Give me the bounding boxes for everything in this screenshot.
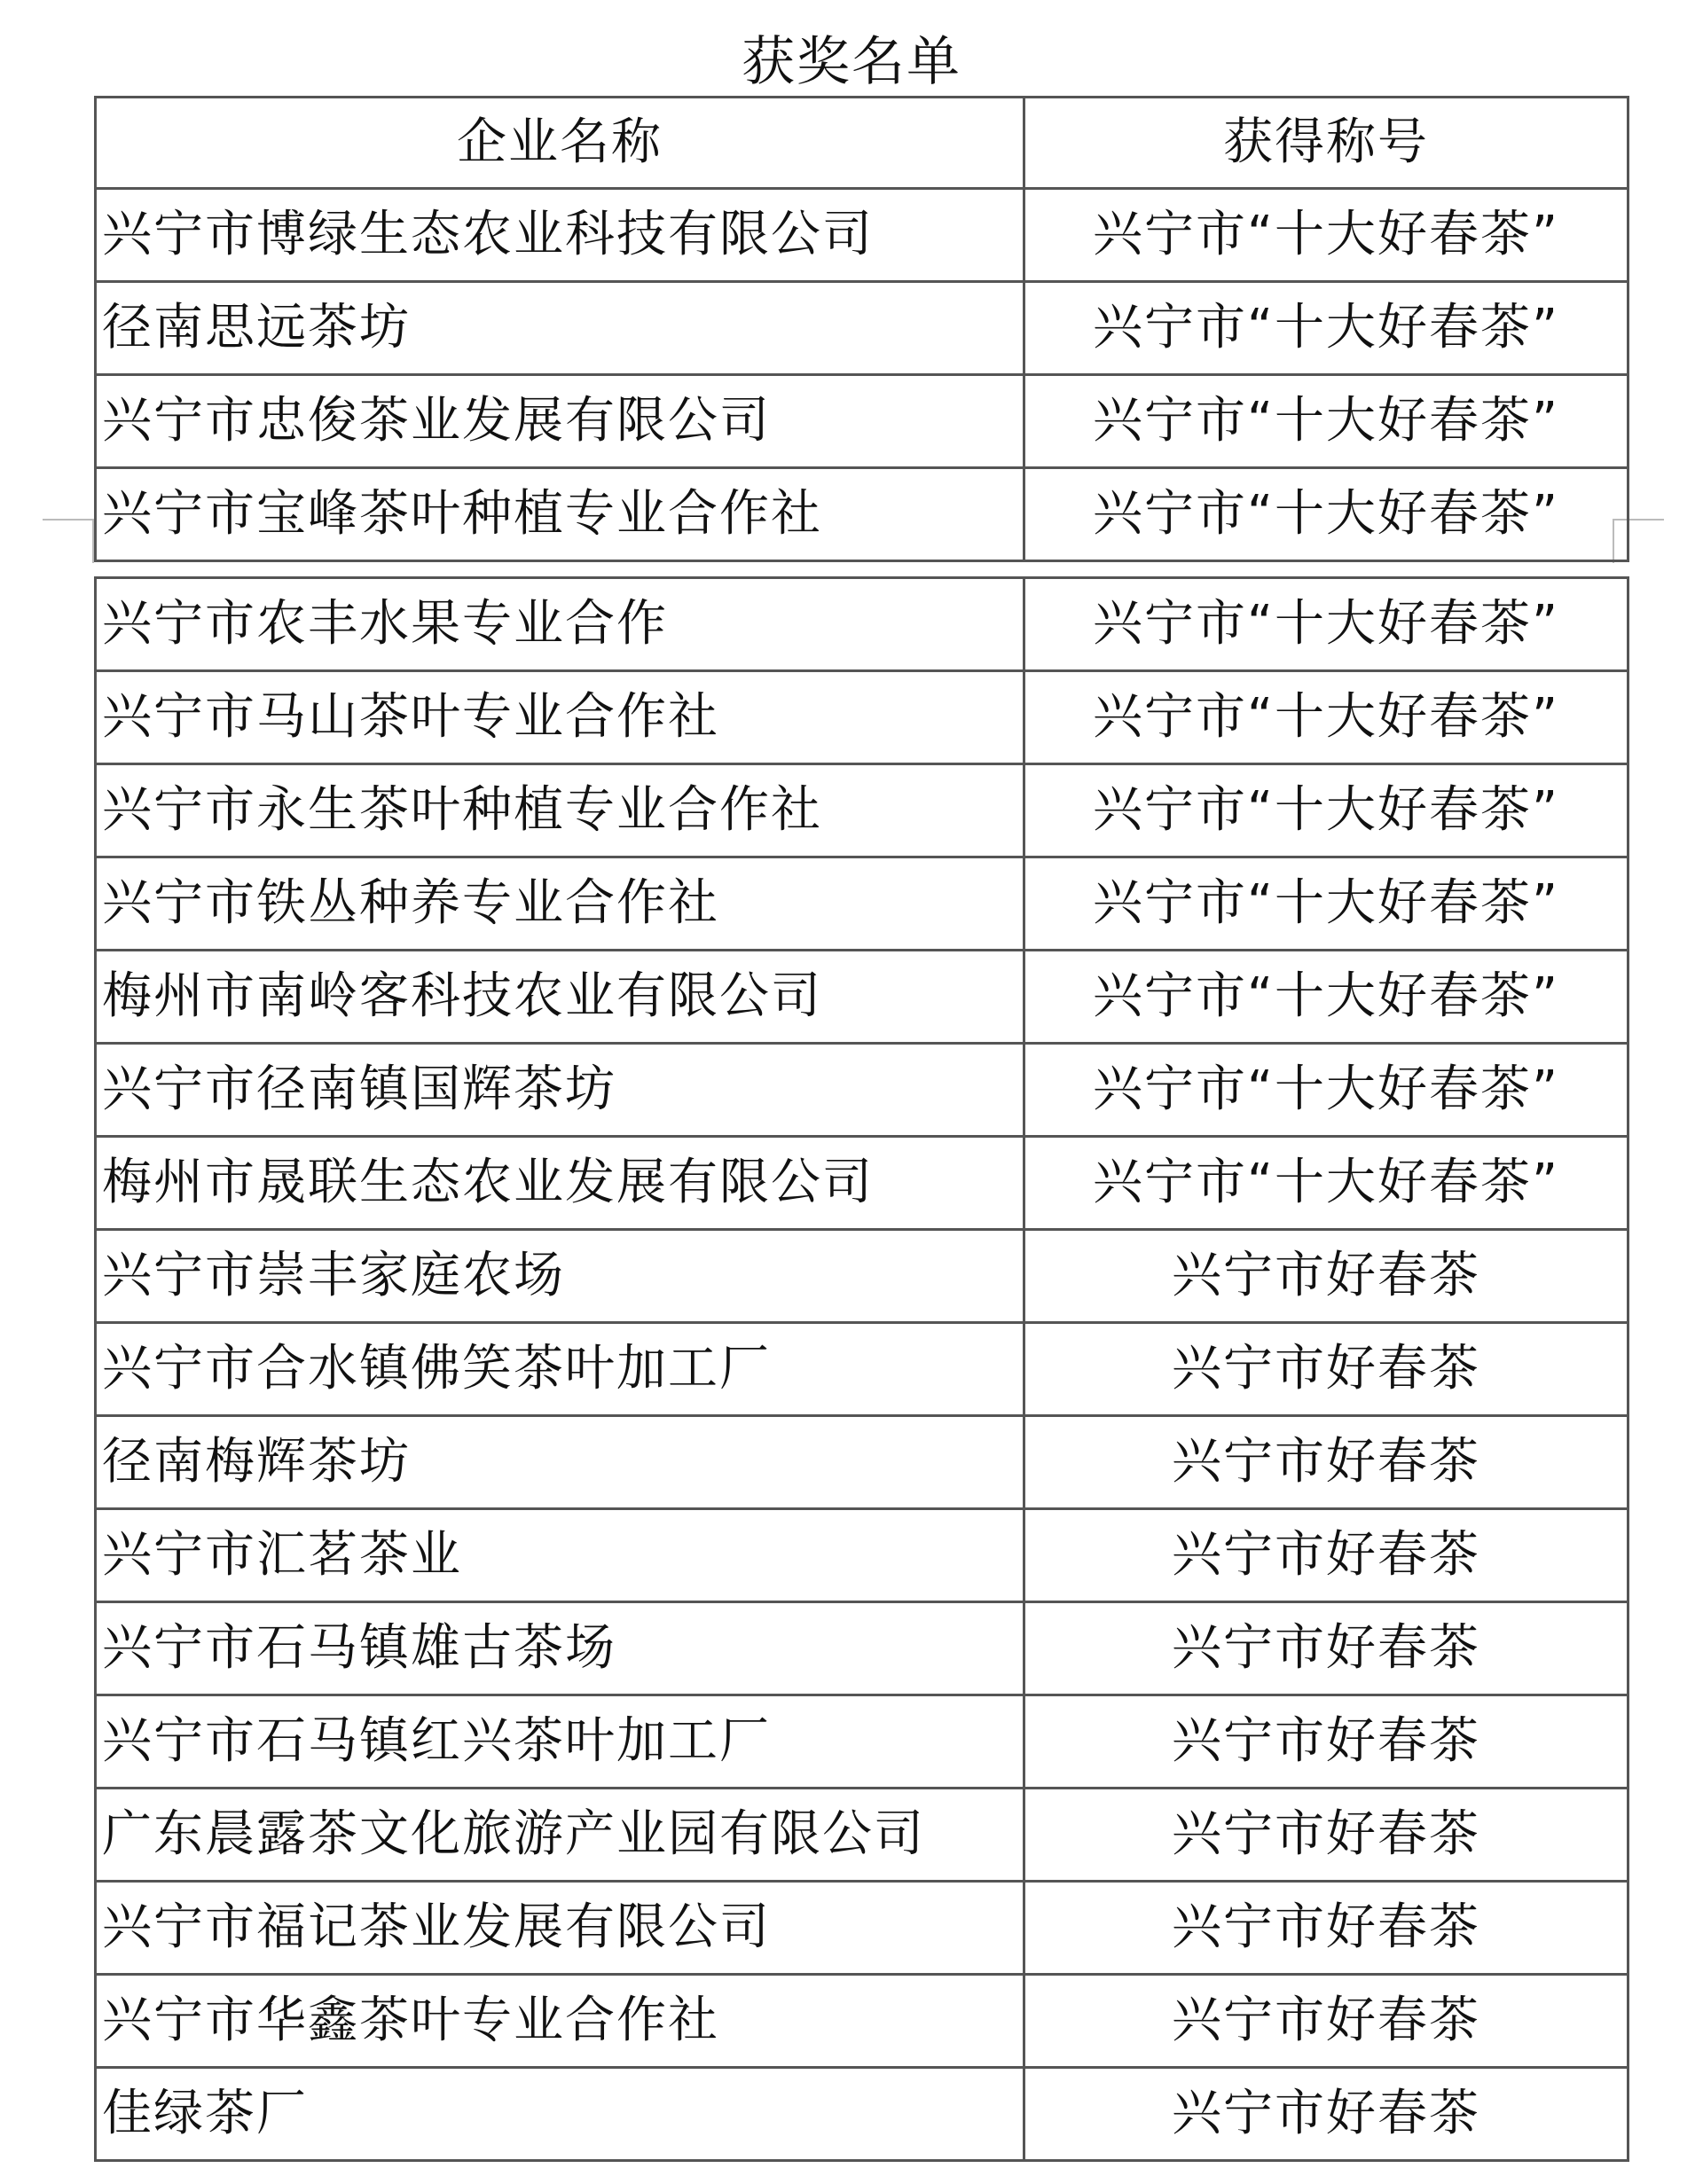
- company-name-cell: 兴宁市马山茶叶专业合作社: [96, 671, 1024, 764]
- company-name-cell: 兴宁市永生茶叶种植专业合作社: [96, 764, 1024, 857]
- award-title-cell: 兴宁市“十大好春茶”: [1024, 1137, 1628, 1230]
- table-row: [96, 951, 1628, 1044]
- table-header-row: [96, 98, 1628, 189]
- table-row: [96, 764, 1628, 857]
- award-title-cell: 兴宁市“十大好春茶”: [1024, 375, 1628, 468]
- company-name-cell: 兴宁市石马镇雄古茶场: [96, 1602, 1024, 1695]
- table-row: [96, 1230, 1628, 1323]
- table-row: [96, 1602, 1628, 1695]
- award-title-cell: 兴宁市“十大好春茶”: [1024, 671, 1628, 764]
- award-title-cell: 兴宁市“十大好春茶”: [1024, 951, 1628, 1044]
- table-row: [96, 1882, 1628, 1975]
- company-name-cell: 兴宁市博绿生态农业科技有限公司: [96, 189, 1024, 282]
- table-row: [96, 1509, 1628, 1602]
- table-row: [96, 1416, 1628, 1509]
- table-row: [96, 1975, 1628, 2068]
- company-name-cell: 兴宁市石马镇红兴茶叶加工厂: [96, 1695, 1024, 1789]
- table-row: [96, 1323, 1628, 1416]
- award-title-cell: 兴宁市好春茶: [1024, 1230, 1628, 1323]
- table-row: [96, 671, 1628, 764]
- header-company-name: 企业名称: [96, 98, 1024, 189]
- award-title-cell: 兴宁市好春茶: [1024, 2068, 1628, 2161]
- company-name-cell: 兴宁市径南镇国辉茶坊: [96, 1044, 1024, 1137]
- table-row: [96, 1695, 1628, 1789]
- page-title: 获奖名单: [742, 31, 961, 93]
- table-row: [96, 189, 1628, 282]
- award-title-cell: 兴宁市好春茶: [1024, 1882, 1628, 1975]
- table-row: [96, 2068, 1628, 2161]
- award-title-cell: 兴宁市“十大好春茶”: [1024, 189, 1628, 282]
- company-name-cell: 广东晨露茶文化旅游产业园有限公司: [96, 1789, 1024, 1882]
- table-row: [96, 578, 1628, 671]
- award-title-cell: 兴宁市好春茶: [1024, 1602, 1628, 1695]
- company-name-cell: 兴宁市农丰水果专业合作: [96, 578, 1024, 671]
- table-row: [96, 1044, 1628, 1137]
- company-name-cell: 兴宁市铁丛种养专业合作社: [96, 857, 1024, 951]
- award-table-bottom: [94, 576, 1629, 2162]
- table-row: [96, 375, 1628, 468]
- header-award-title: 获得称号: [1024, 98, 1628, 189]
- company-name-cell: 兴宁市汇茗茶业: [96, 1509, 1024, 1602]
- table-row: [96, 468, 1628, 561]
- award-table-top: [94, 96, 1629, 562]
- company-name-cell: 梅州市晟联生态农业发展有限公司: [96, 1137, 1024, 1230]
- award-title-cell: 兴宁市好春茶: [1024, 1975, 1628, 2068]
- award-title-cell: 兴宁市“十大好春茶”: [1024, 764, 1628, 857]
- award-title-cell: 兴宁市好春茶: [1024, 1695, 1628, 1789]
- company-name-cell: 兴宁市宝峰茶叶种植专业合作社: [96, 468, 1024, 561]
- award-title-cell: 兴宁市“十大好春茶”: [1024, 468, 1628, 561]
- company-name-cell: 兴宁市合水镇佛笑茶叶加工厂: [96, 1323, 1024, 1416]
- award-title-cell: 兴宁市“十大好春茶”: [1024, 1044, 1628, 1137]
- crop-mark-left: [43, 519, 94, 563]
- company-name-cell: 径南梅辉茶坊: [96, 1416, 1024, 1509]
- table-row: [96, 282, 1628, 375]
- table-row: [96, 1137, 1628, 1230]
- company-name-cell: 兴宁市崇丰家庭农场: [96, 1230, 1024, 1323]
- award-title-cell: 兴宁市好春茶: [1024, 1789, 1628, 1882]
- award-title-cell: 兴宁市“十大好春茶”: [1024, 578, 1628, 671]
- company-name-cell: 径南思远茶坊: [96, 282, 1024, 375]
- company-name-cell: 兴宁市华鑫茶叶专业合作社: [96, 1975, 1024, 2068]
- award-title-cell: 兴宁市“十大好春茶”: [1024, 282, 1628, 375]
- award-title-cell: 兴宁市好春茶: [1024, 1509, 1628, 1602]
- table-row: [96, 857, 1628, 951]
- company-name-cell: 佳绿茶厂: [96, 2068, 1024, 2161]
- award-title-cell: 兴宁市好春茶: [1024, 1323, 1628, 1416]
- company-name-cell: 兴宁市福记茶业发展有限公司: [96, 1882, 1024, 1975]
- award-title-cell: 兴宁市“十大好春茶”: [1024, 857, 1628, 951]
- company-name-cell: 梅州市南岭客科技农业有限公司: [96, 951, 1024, 1044]
- company-name-cell: 兴宁市忠俊茶业发展有限公司: [96, 375, 1024, 468]
- table-row: [96, 1789, 1628, 1882]
- award-title-cell: 兴宁市好春茶: [1024, 1416, 1628, 1509]
